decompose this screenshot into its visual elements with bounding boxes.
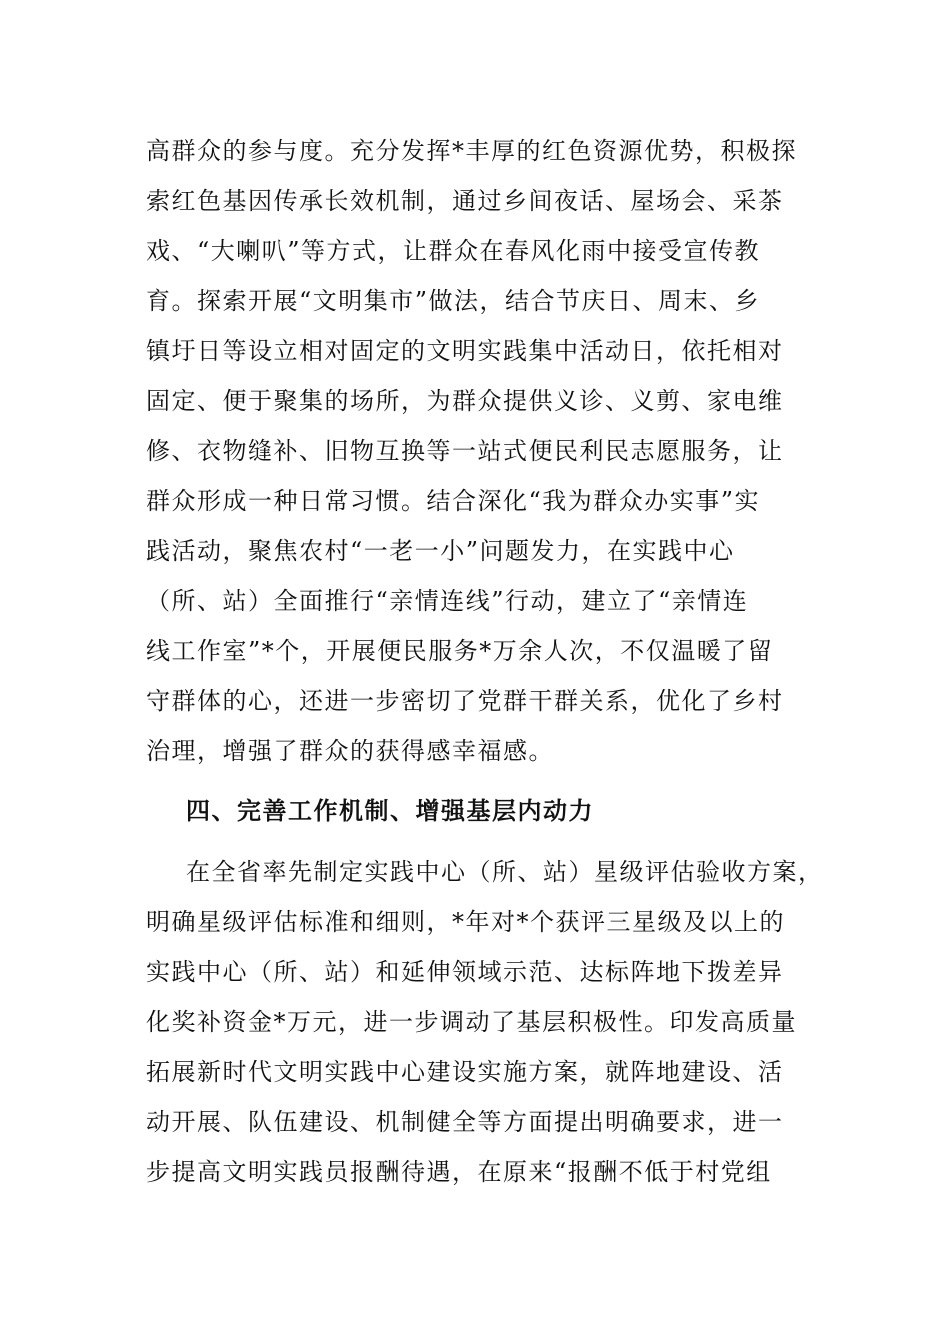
paragraph-1-line: 索红色基因传承长效机制，通过乡间夜话、屋场会、采茶 — [146, 187, 784, 215]
paragraph-1-line: 修、衣物缝补、旧物互换等一站式便民利民志愿服务，让 — [146, 437, 784, 465]
paragraph-1-line: 线工作室”*个，开展便民服务*万余人次，不仅温暖了留 — [146, 637, 774, 665]
paragraph-1-line: 育。探索开展“文明集市”做法，结合节庆日、周末、乡 — [146, 287, 761, 315]
paragraph-1-line: 高群众的参与度。充分发挥*丰厚的红色资源优势，积极探 — [146, 137, 797, 165]
paragraph-1-line: 固定、便于聚集的场所，为群众提供义诊、义剪、家电维 — [146, 387, 784, 415]
paragraph-1-line: （所、站）全面推行“亲情连线”行动，建立了“亲情连 — [146, 587, 749, 615]
paragraph-2-line: 实践中心（所、站）和延伸领域示范、达标阵地下拨差异 — [146, 958, 784, 986]
paragraph-2-line: 化奖补资金*万元，进一步调动了基层积极性。印发高质量 — [146, 1008, 797, 1036]
paragraph-2-line: 拓展新时代文明实践中心建设实施方案，就阵地建设、活 — [146, 1058, 784, 1086]
paragraph-1-line: 群众形成一种日常习惯。结合深化“我为群众办实事”实 — [146, 487, 761, 515]
paragraph-2-line: 动开展、队伍建设、机制健全等方面提出明确要求，进一 — [146, 1108, 784, 1136]
paragraph-1-line: 镇圩日等设立相对固定的文明实践集中活动日，依托相对 — [146, 337, 784, 365]
paragraph-2-line: 明确星级评估标准和细则，*年对*个获评三星级及以上的 — [146, 908, 785, 936]
paragraph-1-line: 践活动，聚焦农村“一老一小”问题发力，在实践中心 — [146, 537, 735, 565]
paragraph-2-line: 步提高文明实践员报酬待遇，在原来“报酬不低于村党组 — [146, 1158, 772, 1186]
paragraph-1-line: 戏、“大喇叭”等方式，让群众在春风化雨中接受宣传教 — [146, 237, 761, 265]
paragraph-1-line: 治理，增强了群众的获得感幸福感。 — [146, 737, 554, 765]
paragraph-1-line: 守群体的心，还进一步密切了党群干群关系，优化了乡村 — [146, 687, 784, 715]
paragraph-2-line: 在全省率先制定实践中心（所、站）星级评估验收方案， — [186, 858, 824, 886]
section-heading: 四、完善工作机制、增强基层内动力 — [186, 797, 594, 825]
